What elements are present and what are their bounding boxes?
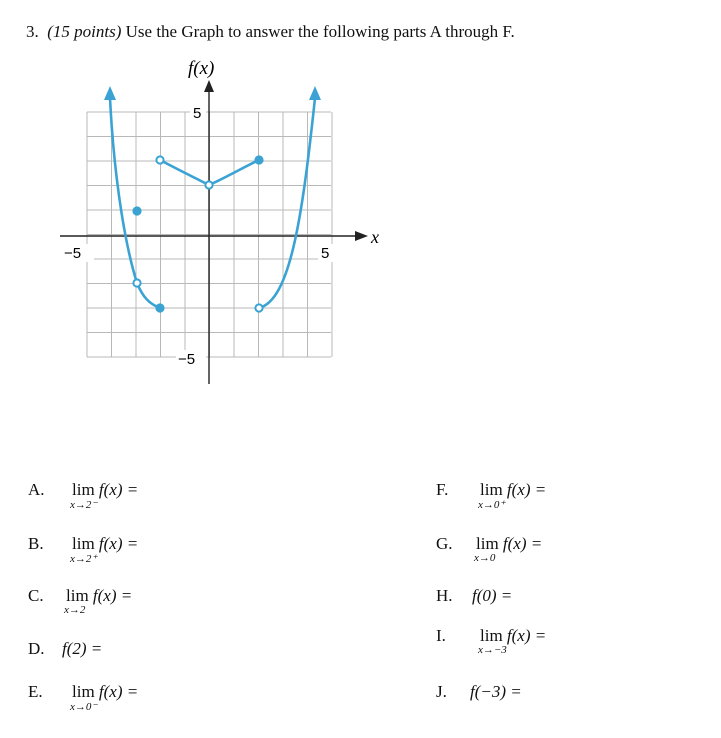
part-expression: f(0) = <box>472 586 513 605</box>
part-expression: f(x) = <box>502 534 543 553</box>
closed-point <box>156 304 163 311</box>
open-point <box>205 181 212 188</box>
part-letter: F. <box>436 480 449 499</box>
part-letter: J. <box>436 682 447 701</box>
lim-operator: lim <box>480 480 503 499</box>
question-prompt: Use the Graph to answer the following parts A through F. <box>125 22 515 41</box>
curve-right-branch <box>259 98 315 308</box>
part-letter: H. <box>436 586 453 605</box>
closed-point <box>133 207 140 214</box>
part-expression: f(x) = <box>92 586 133 605</box>
x-tick-5: 5 <box>321 245 330 262</box>
curve-left-branch <box>110 98 137 283</box>
part-expression: f(x) = <box>98 534 139 553</box>
y-tick-neg5: −5 <box>178 351 196 368</box>
question-number: 3. <box>26 22 39 41</box>
open-point <box>255 304 262 311</box>
lim-subscript: x→0⁺ <box>478 499 506 511</box>
part-expression: f(2) = <box>62 639 103 658</box>
lim-subscript: x→2 <box>64 604 86 616</box>
question-points: (15 points) <box>47 22 122 41</box>
arrow-heads <box>104 86 321 100</box>
right-up-arrow-icon <box>309 86 321 100</box>
open-point <box>156 156 163 163</box>
x-axis-arrow-icon <box>355 231 368 241</box>
lim-subscript: x→2⁺ <box>70 553 98 565</box>
part-letter: C. <box>28 586 44 605</box>
lim-operator: lim <box>72 480 95 499</box>
curve <box>110 98 315 308</box>
part-letter: I. <box>436 626 446 645</box>
y-tick-5: 5 <box>193 105 202 122</box>
lim-operator: lim <box>480 626 503 645</box>
part-letter: B. <box>28 534 44 553</box>
y-axis-arrow-icon <box>204 80 214 92</box>
y-axis-label: f(x) <box>188 58 215 79</box>
lim-operator: lim <box>72 534 95 553</box>
lim-subscript: x→−3 <box>478 644 507 656</box>
part-letter: G. <box>436 534 453 553</box>
x-axis-label: x <box>371 227 379 247</box>
part-expression: f(x) = <box>98 480 139 499</box>
part-expression: f(−3) = <box>470 682 522 701</box>
lim-subscript: x→0⁻ <box>70 701 98 713</box>
x-tick-neg5: −5 <box>64 245 82 262</box>
lim-operator: lim <box>66 586 89 605</box>
part-letter: D. <box>28 639 45 658</box>
curve-left-tail <box>137 283 160 308</box>
closed-point <box>255 156 262 163</box>
part-expression: f(x) = <box>506 480 547 499</box>
lim-subscript: x→0 <box>474 552 496 564</box>
lim-operator: lim <box>476 534 499 553</box>
left-up-arrow-icon <box>104 86 116 100</box>
part-letter: A. <box>28 480 45 499</box>
axes <box>60 80 368 384</box>
part-expression: f(x) = <box>98 682 139 701</box>
lim-subscript: x→2⁻ <box>70 499 98 511</box>
open-point <box>133 279 140 286</box>
lim-operator: lim <box>72 682 95 701</box>
part-expression: f(x) = <box>506 626 547 645</box>
part-letter: E. <box>28 682 43 701</box>
